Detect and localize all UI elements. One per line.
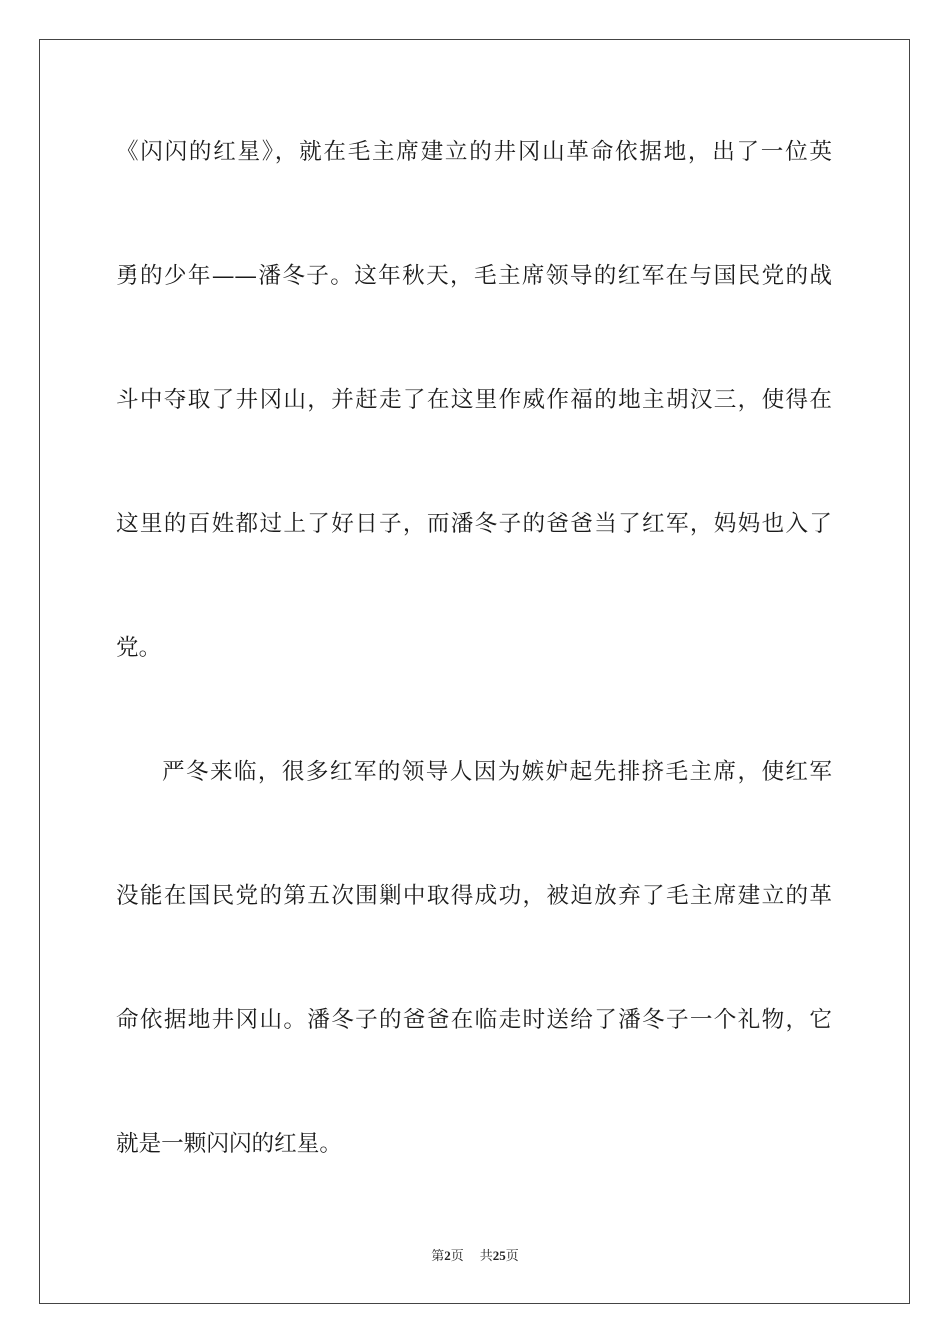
paragraph-2-line-3: 命依据地井冈山。潘冬子的爸爸在临走时送给了潘冬子一个礼物，它 <box>116 1007 832 1033</box>
paragraph-1-line-3: 斗中夺取了井冈山，并赶走了在这里作威作福的地主胡汉三，使得在 <box>116 387 832 413</box>
paragraph-1-line-1: 《闪闪的红星》，就在毛主席建立的井冈山革命依据地，出了一位英 <box>116 139 832 165</box>
paragraph-2-line-2: 没能在国民党的第五次围剿中取得成功，被迫放弃了毛主席建立的革 <box>116 883 832 909</box>
page-prefix: 第 <box>431 1249 445 1264</box>
total-prefix: 共 <box>479 1249 493 1264</box>
paragraph-2-line-1: 严冬来临，很多红军的领导人因为嫉妒起先排挤毛主席，使红军 <box>162 759 832 785</box>
paragraph-1-line-5: 党。 <box>116 635 162 661</box>
total-pages: 25 <box>492 1248 506 1263</box>
page-border <box>39 39 910 1304</box>
paragraph-2-line-4: 就是一颗闪闪的红星。 <box>116 1131 342 1157</box>
page-number: 2 <box>444 1248 451 1263</box>
paragraph-1-line-2: 勇的少年——潘冬子。这年秋天，毛主席领导的红军在与国民党的战 <box>116 263 832 289</box>
paragraph-1-line-4: 这里的百姓都过上了好日子，而潘冬子的爸爸当了红军，妈妈也入了 <box>116 511 832 537</box>
page-footer <box>0 1249 950 1263</box>
page-suffix: 页 <box>450 1249 464 1264</box>
total-suffix: 页 <box>505 1249 519 1264</box>
